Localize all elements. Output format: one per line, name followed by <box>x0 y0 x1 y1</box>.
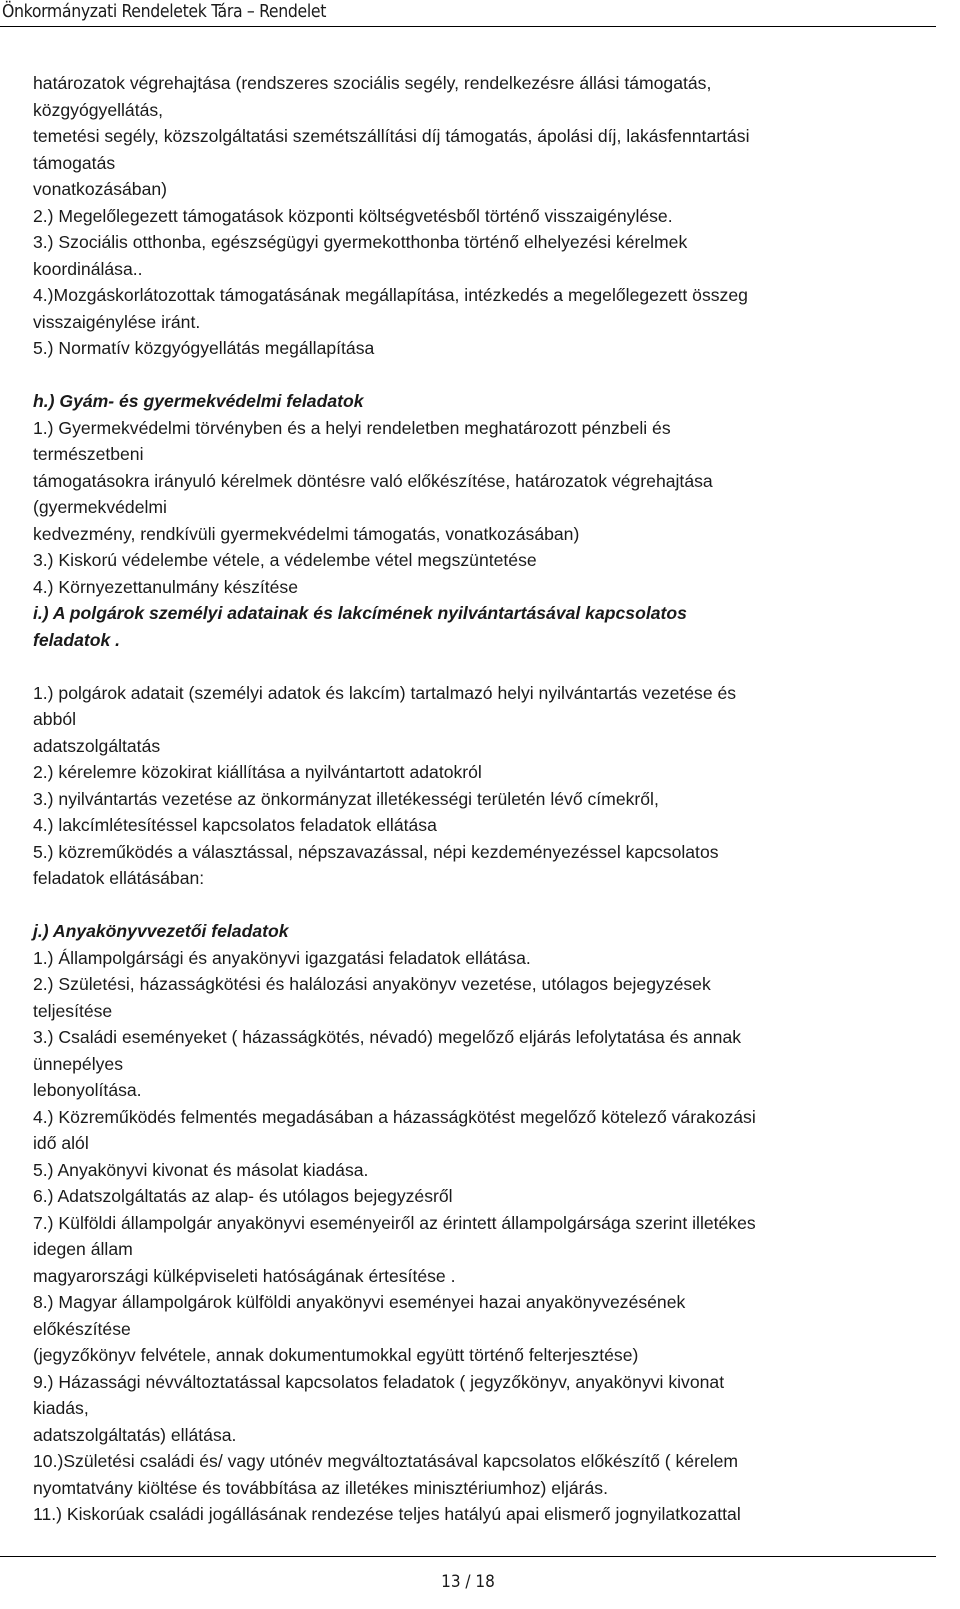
blank-line <box>33 892 938 919</box>
text-line: koordinálása.. <box>33 258 143 279</box>
text-line: adatszolgáltatás <box>33 735 161 756</box>
text-line: 1.) polgárok adatait (személyi adatok és lakcím) tartalmazó helyi nyilvántartás vezetése és <box>33 682 737 703</box>
text-line: határozatok végrehajtása (rendszeres szociális segély, rendelkezésre állási támogatás, <box>33 73 712 93</box>
text-line: ünnepélyes <box>33 1053 123 1074</box>
text-line: 2.) Megelőlegezett támogatások központi költségvetésből történő visszaigénylése. <box>33 205 673 226</box>
text-line: feladatok ellátásában: <box>33 868 205 888</box>
text-line: teljesítése <box>33 1000 113 1021</box>
text-line: 4.) lakcímlétesítéssel kapcsolatos feladatok ellátása <box>33 815 437 835</box>
text-line: előkészítése <box>33 1318 131 1339</box>
text-line: 3.) Kiskorú védelembe vétele, a védelembe vétel megszüntetése <box>33 550 537 570</box>
text-line: 3.) Családi eseményeket ( házasságkötés, névadó) megelőző eljárás lefolytatása és annak <box>33 1027 742 1047</box>
text-line: támogatásokra irányuló kérelmek döntésre való előkészítése, határozatok végrehajtása <box>33 470 713 491</box>
document-body <box>33 70 938 1528</box>
text-line: 1.) Gyermekvédelmi törvényben és a helyi rendeletben meghatározott pénzbeli és <box>33 417 671 438</box>
text-line: (jegyzőkönyv felvétele, annak dokumentumokkal együtt történő felterjesztése) <box>33 1345 639 1365</box>
text-line: 2.) kérelemre közokirat kiállítása a nyilvántartott adatokról <box>33 762 482 782</box>
text-line: 5.) Normatív közgyógyellátás megállapítása <box>33 338 375 358</box>
section-heading: i.) A polgárok személyi adatainak és lakcímének nyilvántartásával kapcsolatos <box>33 603 687 623</box>
text-line: 6.) Adatszolgáltatás az alap- és utólagos bejegyzésről <box>33 1186 453 1206</box>
text-line: idő alól <box>33 1133 89 1153</box>
section-heading: j.) Anyakönyvvezetői feladatok <box>33 921 289 941</box>
text-line: kiadás, <box>33 1398 89 1418</box>
text-line: 10.)Születési családi és/ vagy utónév megváltoztatásával kapcsolatos előkészítő ( kérelem <box>33 1451 739 1471</box>
page-number: 13 / 18 <box>441 1572 495 1592</box>
section-heading: h.) Gyám- és gyermekvédelmi feladatok <box>33 391 364 411</box>
text-line: 4.)Mozgáskorlátozottak támogatásának megállapítása, intézkedés a megelőlegezett összeg <box>33 285 748 305</box>
text-line: adatszolgáltatás) ellátása. <box>33 1424 237 1445</box>
page-header-title: Önkormányzati Rendeletek Tára – Rendelet <box>2 2 327 22</box>
text-line: természetbeni <box>33 444 144 464</box>
text-line: temetési segély, közszolgáltatási szemétszállítási díj támogatás, ápolási díj, lakásfenntartási <box>33 126 750 146</box>
text-line: visszaigénylése iránt. <box>33 311 201 332</box>
text-line: 3.) Szociális otthonba, egészségügyi gyermekotthonba történő elhelyezési kérelmek <box>33 232 688 252</box>
text-line: 11.) Kiskorúak családi jogállásának rendezése teljes hatályú apai elismerő jognyilatkozattal <box>33 1504 741 1524</box>
text-line: lebonyolítása. <box>33 1080 142 1100</box>
text-line: 4.) Környezettanulmány készítése <box>33 576 299 597</box>
text-line: 4.) Közreműködés felmentés megadásában a házasságkötést megelőző kötelező várakozási <box>33 1106 756 1127</box>
text-line: 2.) Születési, házasságkötési és halálozási anyakönyv vezetése, utólagos bejegyzések <box>33 974 711 994</box>
footer-divider <box>0 1556 936 1557</box>
text-line: 3.) nyilvántartás vezetése az önkormányzat illetékességi területén lévő címekről, <box>33 788 659 809</box>
text-line: (gyermekvédelmi <box>33 497 167 517</box>
section-heading: feladatok . <box>33 629 121 650</box>
text-line: 9.) Házassági névváltoztatással kapcsolatos feladatok ( jegyzőkönyv, anyakönyvi kivonat <box>33 1371 725 1392</box>
text-line: kedvezmény, rendkívüli gyermekvédelmi támogatás, vonatkozásában) <box>33 523 580 544</box>
text-line: 1.) Állampolgársági és anyakönyvi igazgatási feladatok ellátása. <box>33 947 531 968</box>
text-line: közgyógyellátás, <box>33 99 164 120</box>
text-line: vonatkozásában) <box>33 179 167 199</box>
text-line: támogatás <box>33 152 116 173</box>
text-line: 5.) közreműködés a választással, népszavazással, népi kezdeményezéssel kapcsolatos <box>33 841 719 862</box>
text-line: idegen állam <box>33 1239 133 1259</box>
text-line: magyarországi külképviseleti hatóságának értesítése . <box>33 1265 456 1286</box>
text-line: 8.) Magyar állampolgárok külföldi anyakönyvi eseményei hazai anyakönyvezésének <box>33 1292 686 1312</box>
blank-line <box>33 362 938 389</box>
text-line: 7.) Külföldi állampolgár anyakönyvi eseményeiről az érintett állampolgársága szerint illetékes <box>33 1212 756 1233</box>
text-line: nyomtatvány kiöltése és továbbítása az illetékes minisztériumhoz) eljárás. <box>33 1477 608 1498</box>
blank-line <box>33 653 938 680</box>
text-line: abból <box>33 709 77 729</box>
text-line: 5.) Anyakönyvi kivonat és másolat kiadása. <box>33 1159 369 1180</box>
page-header <box>0 0 936 27</box>
